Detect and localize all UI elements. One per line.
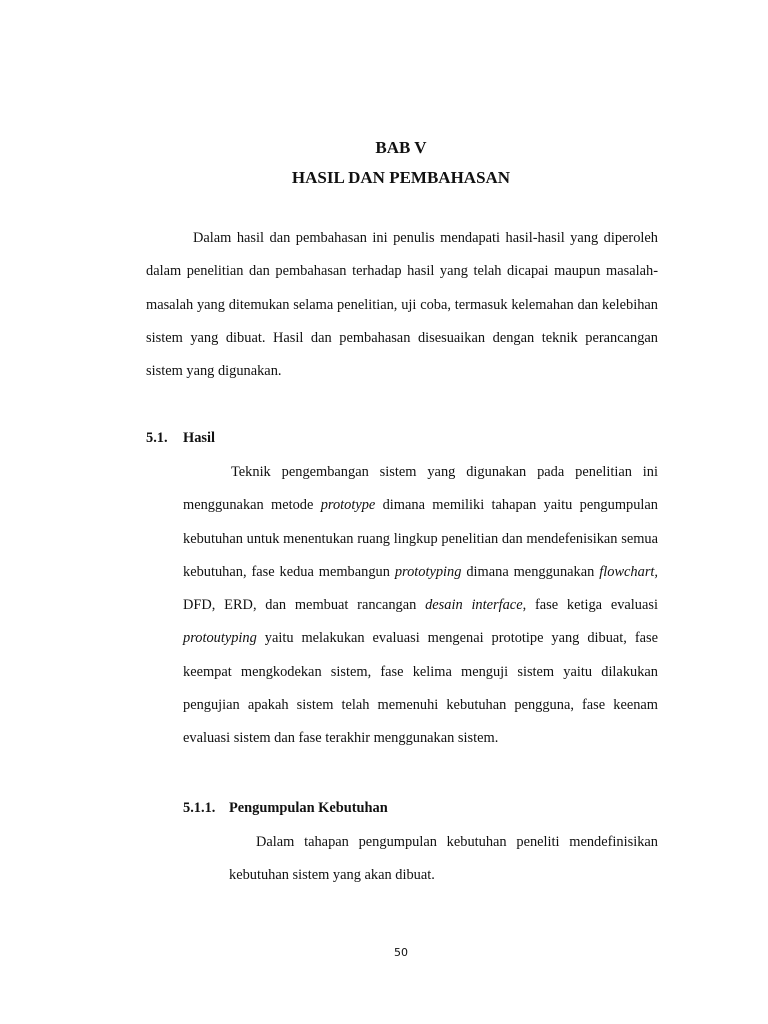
subsection-title: Pengumpulan Kebutuhan	[229, 800, 388, 816]
italic-term: desain interface	[425, 597, 523, 614]
subsection-heading-kebutuhan	[183, 800, 388, 817]
subsection-number: 5.1.1.	[183, 800, 216, 816]
text-run: Teknik pengembangan sistem yang digunakan pada penelitian ini menggunakan metode	[183, 464, 658, 514]
italic-term: prototype	[320, 497, 376, 514]
text-run: dimana memiliki tahapan yaitu pengumpulan kebutuhan untuk menentukan ruang lingkup penelitian dan mendefenisikan semua kebutuhan, fase kedua membangun	[183, 497, 658, 580]
section-heading-hasil	[146, 430, 215, 447]
text-run: dimana menggunakan	[461, 563, 600, 580]
text-run: yaitu melakukan evaluasi mengenai prototipe yang dibuat, fase keempat mengkodekan sistem, fase kelima menguji sistem yaitu dilakukan pengujian apakah sistem telah memenuhi kebutuhan pengguna, fase keenam evaluasi sistem dan fase terakhir menggunakan sistem.	[183, 630, 658, 747]
section-number: 5.1.	[146, 430, 168, 446]
page-number: 50	[394, 946, 408, 959]
italic-term: protoutyping	[183, 630, 257, 647]
section-hasil-paragraph	[183, 456, 658, 756]
section-title: Hasil	[183, 430, 215, 446]
chapter-number: BAB V	[375, 138, 427, 157]
chapter-title: HASIL DAN PEMBAHASAN	[291, 168, 511, 187]
subsection-kebutuhan-paragraph: Dalam tahapan pengumpulan kebutuhan peneliti mendefinisikan kebutuhan sistem yang akan dibuat.	[229, 834, 658, 884]
italic-term: prototyping	[394, 563, 462, 580]
text-run: , fase ketiga evaluasi	[522, 597, 658, 614]
italic-term: flowchart,	[599, 563, 659, 580]
text-run: DFD, ERD, dan membuat rancangan	[183, 597, 426, 614]
intro-paragraph: Dalam hasil dan pembahasan ini penulis mendapati hasil-hasil yang diperoleh dalam penelitian dan pembahasan terhadap hasil yang telah dicapai maupun masalah-masalah yang ditemukan selama penelitian, uji coba, termasuk kelemahan dan kelebihan sistem yang dibuat. Hasil dan pembahasan disesuaikan dengan teknik perancangan sistem yang digunakan.	[146, 230, 658, 380]
